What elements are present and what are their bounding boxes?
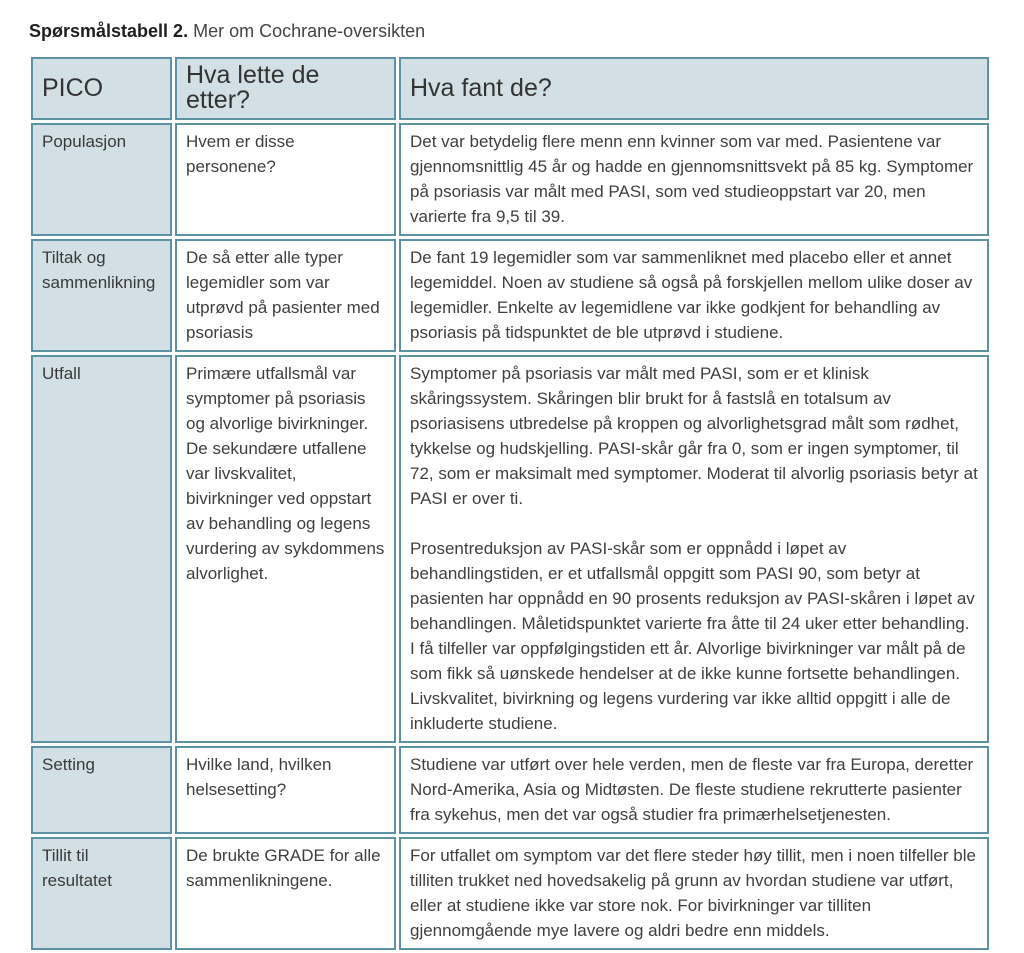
table-row-populasjon (31, 123, 989, 236)
header-row (31, 57, 989, 120)
found-paragraph: Det var betydelig flere menn enn kvinner som var med. Pasientene var gjennomsnittlig 45 år og hadde en gjennomsnittsvekt på 85 kg. Symptomer på psoriasis var målt med PASI, som ved studieoppstart var 20, men varierte fra 9,5 til 39. (410, 132, 974, 226)
looked-for-populasjon: Hvem er disse personene? (175, 123, 396, 236)
table-row-utfall (31, 355, 989, 743)
row-label-setting: Setting (31, 746, 172, 834)
looked-for-tillit: De brukte GRADE for alle sammenlikningene. (175, 837, 396, 950)
table-caption-number: Spørsmålstabell 2. (29, 21, 189, 41)
found-tillit (399, 837, 989, 950)
column-header-looked-for: Hva lette de etter? (175, 57, 396, 120)
found-tiltak (399, 239, 989, 352)
found-setting (399, 746, 989, 834)
looked-for-tiltak: De så etter alle typer legemidler som var utprøvd på pasienter med psoriasis (175, 239, 396, 352)
table-row-tillit (31, 837, 989, 950)
row-label-tillit: Tillit til resultatet (31, 837, 172, 950)
found-paragraph: Studiene var utført over hele verden, men de fleste var fra Europa, deretter Nord-Amerika, Asia og Midtøsten. De fleste studiene rekrutterte pasienter fra sykehus, men det var også studier fra primærhelsetjenesten. (410, 755, 974, 824)
table-caption (29, 20, 994, 42)
table-caption-text: Mer om Cochrane-oversikten (193, 21, 426, 41)
row-label-populasjon: Populasjon (31, 123, 172, 236)
table-row-tiltak (31, 239, 989, 352)
found-paragraph: De fant 19 legemidler som var sammenliknet med placebo eller et annet legemiddel. Noen av studiene så også på forskjellen mellom ulike doser av legemidler. Enkelte av legemidlene var ikke godkjent for behandling av psoriasis på tidspunktet de ble utprøvd i studiene. (410, 248, 973, 342)
pico-table (28, 54, 992, 953)
column-header-found: Hva fant de? (399, 57, 989, 120)
table-row-setting (31, 746, 989, 834)
found-paragraph: Prosentreduksjon av PASI-skår som er oppnådd i løpet av behandlingstiden, er et utfallsmål oppgitt som PASI 90, som betyr at pasienten har oppnådd en 90 prosents reduksjon av PASI-skåren i løpet av behandlingen. Måletidspunktet varierte fra åtte til 24 uker etter behandling. I få tilfeller var oppfølgingstiden ett år. Alvorlige bivirkninger var målt på de som fikk så uønskede hendelser at de ikke kunne fortsette behandlingen. Livskvalitet, bivirkning og legens vurdering var ikke alltid oppgitt i alle de inkluderte studiene. (410, 539, 975, 733)
column-header-pico: PICO (31, 57, 172, 120)
looked-for-utfall: Primære utfallsmål var symptomer på psoriasis og alvorlige bivirkninger. De sekundære utfallene var livskvalitet, bivirkninger ved oppstart av behandling og legens vurdering av sykdommens alvorlighet. (175, 355, 396, 743)
row-label-tiltak: Tiltak og sammenlikning (31, 239, 172, 352)
looked-for-setting: Hvilke land, hvilken helsesetting? (175, 746, 396, 834)
found-utfall (399, 355, 989, 743)
row-label-utfall: Utfall (31, 355, 172, 743)
found-paragraph: For utfallet om symptom var det flere steder høy tillit, men i noen tilfeller ble tilliten trukket ned hovedsakelig på grunn av hvordan studiene var utført, eller at studiene ikke var store nok. For bivirkninger var tilliten gjennomgående mye lavere og aldri bedre enn middels. (410, 846, 976, 940)
found-populasjon (399, 123, 989, 236)
found-paragraph: Symptomer på psoriasis var målt med PASI, som er et klinisk skåringssystem. Skåringen blir brukt for å fastslå en totalsum av psoriasisens utbredelse på kroppen og alvorlighetsgrad målt som rødhet, tykkelse og hudskjelling. PASI-skår går fra 0, som er ingen symptomer, til 72, som er maksimalt med symptomer. Moderat til alvorlig psoriasis betyr at PASI er over ti. (410, 364, 978, 508)
